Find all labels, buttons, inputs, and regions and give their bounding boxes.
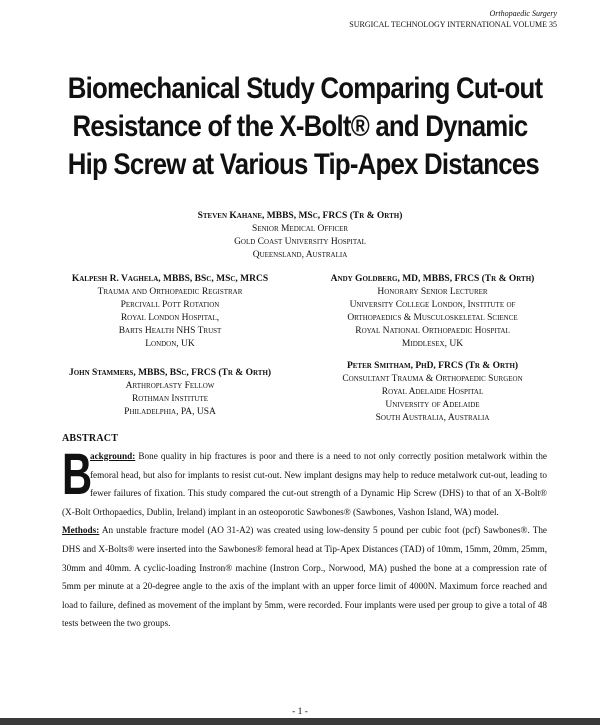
author-affiliation: Middlesex, UK <box>401 339 464 349</box>
author-affiliation: Honorary Senior Lecturer <box>377 287 488 297</box>
author-name: Peter Smitham, PhD, FRCS (Tr & Orth) <box>346 361 519 371</box>
author-affiliation: Philadelphia, PA, USA <box>124 407 216 417</box>
title-line: Hip Screw at Various Tip-Apex Distances <box>67 148 539 181</box>
author-affiliation: Gold Coast University Hospital <box>234 237 366 247</box>
author-block-vaghela <box>45 273 295 351</box>
article-title <box>67 70 543 184</box>
author-affiliation: Trauma and Orthopaedic Registrar <box>97 287 243 297</box>
abstract-methods-paragraph <box>62 521 547 633</box>
journal-section: Orthopaedic Surgery <box>489 9 557 18</box>
author-affiliation: Arthroplasty Fellow <box>125 381 215 391</box>
author-affiliation: Consultant Trauma & Orthopaedic Surgeon <box>342 374 523 384</box>
running-header <box>349 8 557 30</box>
author-affiliation: Royal Adelaide Hospital <box>381 387 484 397</box>
abstract-background-paragraph <box>62 442 547 521</box>
author-affiliation: Royal London Hospital, <box>120 313 220 323</box>
author-affiliation: Royal National Orthopaedic Hospital <box>355 326 510 336</box>
drop-cap: B <box>62 442 93 507</box>
author-affiliation: Queensland, Australia <box>252 250 348 260</box>
author-affiliation: Senior Medical Officer <box>251 224 349 234</box>
author-block-smitham <box>305 360 560 425</box>
background-text: Bone quality in hip fractures is poor and there is a need to not only correctly position metalwork within the femoral head, but also for implants to resist cut-out. New implant designs may help to reduce metalwork cut-out, leading to fewer failures of fixation. This study compared the cut-out strength of a Dynamic Hip Screw (DHS) to that of an X-Bolt® (X-Bolt Orthopaedics, Dublin, Ireland) implant in an osteoporotic Sawbones® (Sawbones, Vashon Island, WA) model. <box>62 451 547 517</box>
methods-label: Methods: <box>62 525 100 536</box>
author-block-goldberg <box>305 273 560 351</box>
abstract-heading: ABSTRACT <box>62 433 119 444</box>
author-name: John Stammers, MBBS, BSc, FRCS (Tr & Orth) <box>68 368 272 378</box>
author-block-kahane <box>100 210 500 262</box>
author-name: Steven Kahane, MBBS, MSc, FRCS (Tr & Orth) <box>197 211 403 221</box>
author-affiliation: Orthopaedics & Musculoskeletal Science <box>347 313 518 323</box>
author-block-stammers <box>45 367 295 419</box>
author-affiliation: Barts Health NHS Trust <box>118 326 222 336</box>
author-affiliation: Percivall Pott Rotation <box>120 300 220 310</box>
page-number: - 1 - <box>292 707 308 717</box>
author-name: Kalpesh R. Vaghela, MBBS, BSc, MSc, MRCS <box>71 274 269 284</box>
abstract-body <box>62 442 548 633</box>
author-affiliation: South Australia, Australia <box>375 413 490 423</box>
author-affiliation: University of Adelaide <box>385 400 480 410</box>
background-label: ackground: <box>90 451 136 461</box>
title-line: Biomechanical Study Comparing Cut-out <box>67 72 543 105</box>
title-line: Resistance of the X-Bolt® and Dynamic <box>72 110 528 143</box>
author-name: Andy Goldberg, MD, MBBS, FRCS (Tr & Orth) <box>330 274 535 284</box>
author-affiliation: London, UK <box>145 339 195 349</box>
author-affiliation: University College London, Institute of <box>349 300 516 310</box>
author-affiliation: Rothman Institute <box>131 394 209 404</box>
footer-rule <box>0 718 600 725</box>
methods-text: An unstable fracture model (AO 31-A2) was created using low-density 5 pound per cubic foot (pcf) Sawbones®. The DHS and X-Bolts® were inserted into the Sawbones® femoral head at Tip-Apex Distances (TAD) of 10mm, 15mm, 20mm, 25mm, 30mm and 40mm. A cyclic-loading Instron® machine (Instron Corp., Norwood, MA) pushed the bone at a compression rate of 5mm per minute at a 20-degree angle to the axis of the implant with an upper force limit of 4000N. Maximum force reached and load to failure, defined as movement of the implant by 5mm, were recorded. Four implants were used per group to give a total of 48 tests between the two groups. <box>62 525 548 629</box>
journal-volume: SURGICAL TECHNOLOGY INTERNATIONAL VOLUME 35 <box>349 20 557 29</box>
